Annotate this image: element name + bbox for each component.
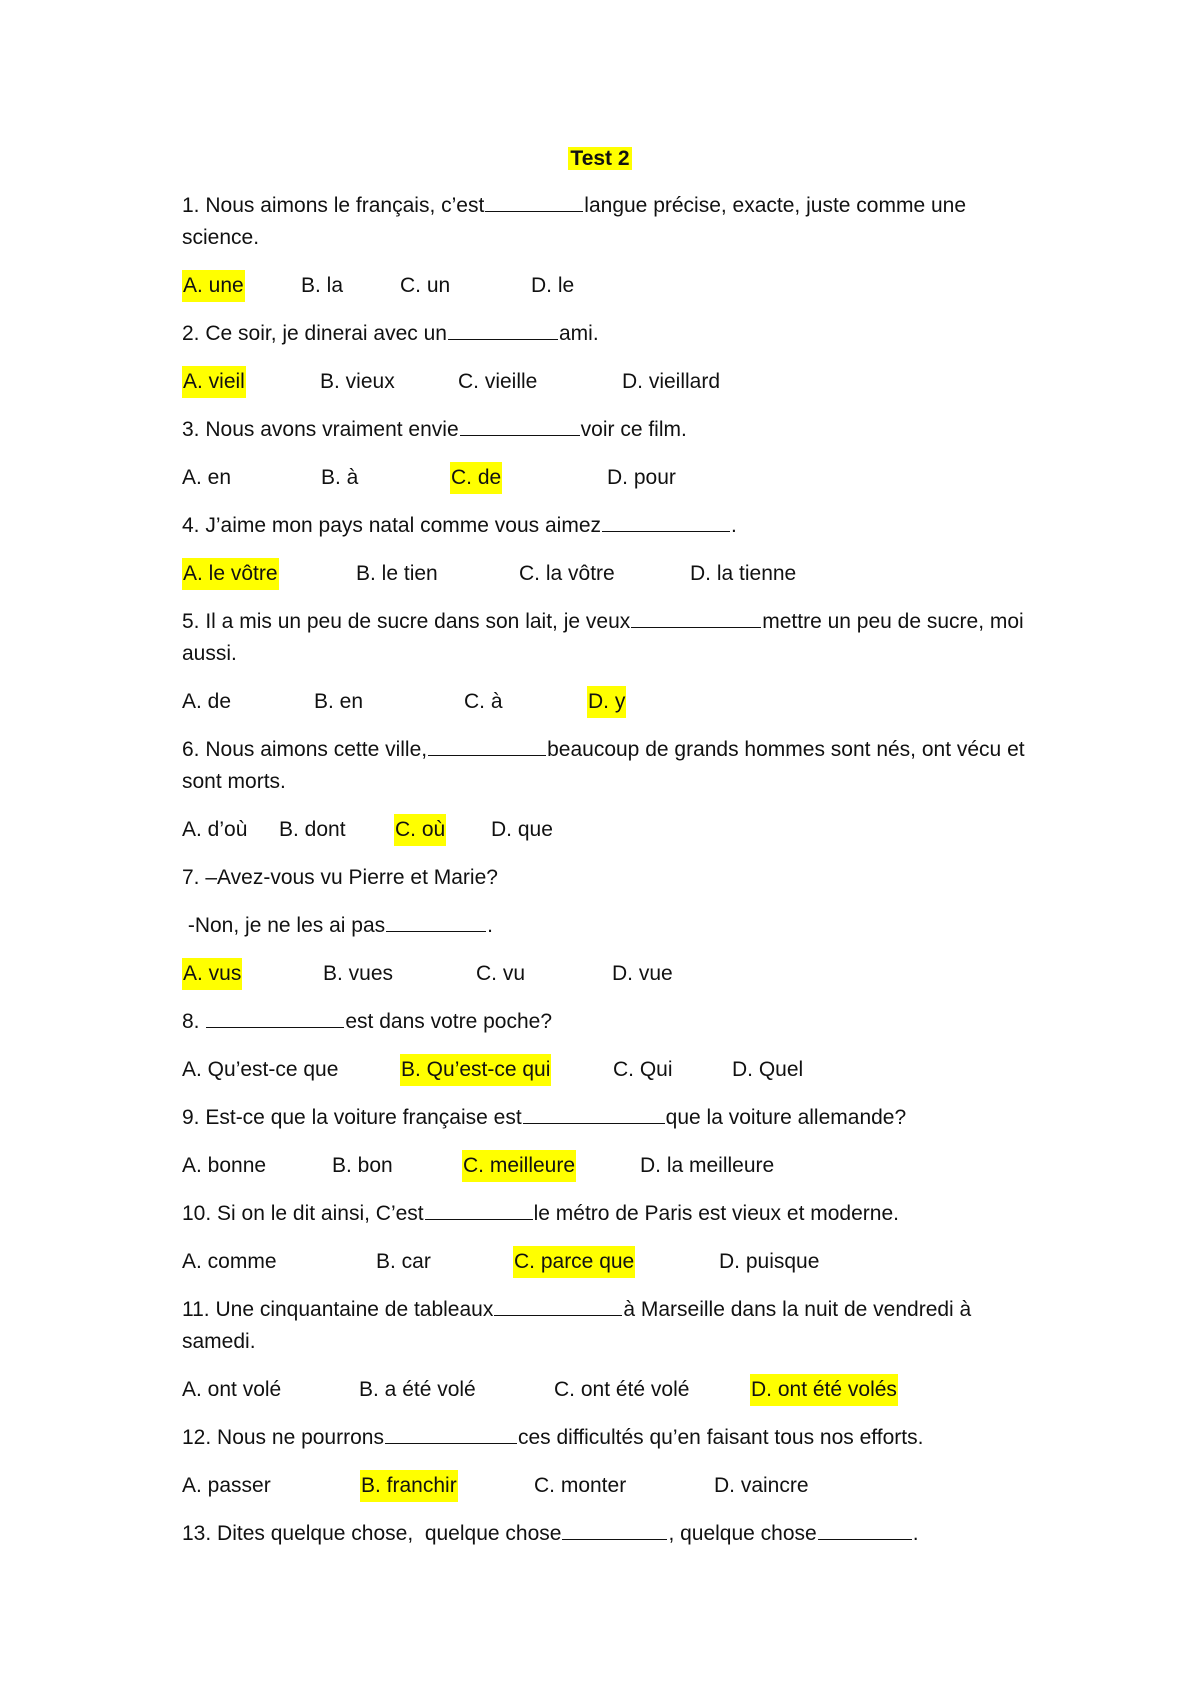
option: B. bon bbox=[332, 1154, 393, 1177]
question-text bbox=[182, 414, 1032, 446]
option: D. vue bbox=[612, 962, 673, 985]
option: B. le tien bbox=[356, 562, 438, 585]
question-segment: 6. Nous aimons cette ville, bbox=[182, 738, 428, 761]
answer-blank bbox=[818, 1519, 912, 1540]
question-text bbox=[182, 318, 1032, 350]
options-row bbox=[182, 462, 1032, 494]
option: B. vues bbox=[323, 962, 394, 985]
option-correct-highlighted: C. de bbox=[450, 462, 502, 494]
option-correct-highlighted: A. vus bbox=[182, 958, 242, 990]
question-text bbox=[182, 1102, 1032, 1134]
question-text bbox=[182, 1006, 1032, 1038]
question-segment: 12. Nous ne pourrons bbox=[182, 1426, 384, 1449]
question-6 bbox=[182, 734, 1032, 846]
question-10 bbox=[182, 1198, 1032, 1278]
option: A. Qu’est-ce que bbox=[182, 1058, 339, 1081]
question-segment: voir ce film. bbox=[580, 418, 687, 441]
answer-blank bbox=[448, 319, 558, 340]
option-correct-highlighted: A. une bbox=[182, 270, 245, 302]
question-segment: ces difficultés qu’en faisant tous nos efforts. bbox=[517, 1426, 924, 1449]
option: C. un bbox=[400, 274, 451, 297]
option: A. en bbox=[182, 466, 232, 489]
question-segment: ami. bbox=[558, 322, 599, 345]
question-11 bbox=[182, 1294, 1032, 1406]
question-text bbox=[182, 910, 1032, 942]
options-row bbox=[182, 814, 1032, 846]
option: D. vaincre bbox=[714, 1474, 809, 1497]
question-segment: à Marseille dans la nuit de vendredi à samedi. bbox=[182, 1298, 978, 1353]
option: C. monter bbox=[534, 1474, 627, 1497]
question-segment: 11. Une cinquantaine de tableaux bbox=[182, 1298, 494, 1321]
answer-blank bbox=[385, 1423, 517, 1444]
question-3 bbox=[182, 414, 1032, 494]
answer-blank bbox=[425, 1199, 533, 1220]
option-correct-highlighted: C. meilleure bbox=[462, 1150, 576, 1182]
option: A. passer bbox=[182, 1474, 271, 1497]
option: C. Qui bbox=[613, 1058, 673, 1081]
question-text bbox=[182, 734, 1032, 798]
title-text: Test 2 bbox=[570, 147, 630, 170]
option: D. la meilleure bbox=[640, 1154, 775, 1177]
question-segment: 3. Nous avons vraiment envie bbox=[182, 418, 459, 441]
answer-blank bbox=[386, 911, 486, 932]
option: D. pour bbox=[607, 466, 676, 489]
option: B. à bbox=[321, 466, 359, 489]
option: B. car bbox=[376, 1250, 431, 1273]
options-row bbox=[182, 1150, 1032, 1182]
question-text bbox=[182, 1422, 1032, 1454]
question-segment: 10. Si on le dit ainsi, C’est bbox=[182, 1202, 424, 1225]
answer-blank bbox=[562, 1519, 667, 1540]
question-5 bbox=[182, 606, 1032, 718]
option-correct-highlighted: B. franchir bbox=[360, 1470, 458, 1502]
question-text bbox=[182, 190, 1032, 254]
options-row bbox=[182, 958, 1032, 990]
option-correct-highlighted: B. Qu’est-ce qui bbox=[400, 1054, 551, 1086]
question-segment: -Non, je ne les ai pas bbox=[182, 914, 386, 937]
option-correct-highlighted: C. parce que bbox=[513, 1246, 635, 1278]
option-correct-highlighted: A. vieil bbox=[182, 366, 246, 398]
question-text bbox=[182, 606, 1032, 670]
option: B. la bbox=[301, 274, 344, 297]
option: D. que bbox=[491, 818, 553, 841]
question-segment: le métro de Paris est vieux et moderne. bbox=[533, 1202, 899, 1225]
options-row bbox=[182, 366, 1032, 398]
question-segment: . bbox=[487, 914, 493, 937]
answer-blank bbox=[494, 1295, 622, 1316]
option: B. dont bbox=[279, 818, 346, 841]
answer-blank bbox=[428, 735, 546, 756]
answer-blank bbox=[523, 1103, 665, 1124]
option-correct-highlighted: A. le vôtre bbox=[182, 558, 279, 590]
question-8 bbox=[182, 1006, 1032, 1086]
question-segment: , quelque chose bbox=[668, 1522, 817, 1545]
options-row bbox=[182, 270, 1032, 302]
option: A. bonne bbox=[182, 1154, 267, 1177]
option: B. a été volé bbox=[359, 1378, 476, 1401]
options-row bbox=[182, 1470, 1032, 1502]
question-list bbox=[182, 190, 1032, 1566]
option-correct-highlighted: D. y bbox=[587, 686, 626, 718]
option: C. la vôtre bbox=[519, 562, 615, 585]
options-row bbox=[182, 1246, 1032, 1278]
option: D. vieillard bbox=[622, 370, 721, 393]
question-segment: beaucoup de grands hommes sont nés, ont vécu et sont morts. bbox=[182, 738, 1031, 793]
option: C. ont été volé bbox=[554, 1378, 690, 1401]
question-12 bbox=[182, 1422, 1032, 1502]
options-row bbox=[182, 1054, 1032, 1086]
question-text bbox=[182, 1294, 1032, 1358]
question-segment: 9. Est-ce que la voiture française est bbox=[182, 1106, 522, 1129]
option: A. comme bbox=[182, 1250, 277, 1273]
question-text bbox=[182, 510, 1032, 542]
question-segment: . bbox=[912, 1522, 919, 1545]
question-segment: . bbox=[731, 514, 737, 537]
option-correct-highlighted: C. où bbox=[394, 814, 446, 846]
question-text bbox=[182, 862, 1032, 894]
page-title bbox=[0, 144, 1200, 174]
option: D. puisque bbox=[719, 1250, 820, 1273]
answer-blank bbox=[206, 1007, 344, 1028]
question-1 bbox=[182, 190, 1032, 302]
question-segment: 7. –Avez-vous vu Pierre et Marie? bbox=[182, 866, 498, 889]
option: C. vu bbox=[476, 962, 526, 985]
options-row bbox=[182, 686, 1032, 718]
question-segment: langue précise, exacte, juste comme une science. bbox=[182, 194, 972, 249]
option: B. vieux bbox=[320, 370, 395, 393]
question-segment: 1. Nous aimons le français, c’est bbox=[182, 194, 485, 217]
answer-blank bbox=[460, 415, 580, 436]
option: D. la tienne bbox=[690, 562, 797, 585]
question-text bbox=[182, 1518, 1032, 1550]
option: C. à bbox=[464, 690, 503, 713]
question-text bbox=[182, 1198, 1032, 1230]
question-segment: est dans votre poche? bbox=[345, 1010, 552, 1033]
question-segment: 8. bbox=[182, 1010, 206, 1033]
options-row bbox=[182, 558, 1032, 590]
question-7 bbox=[182, 862, 1032, 990]
question-4 bbox=[182, 510, 1032, 590]
option: D. le bbox=[531, 274, 575, 297]
option: B. en bbox=[314, 690, 364, 713]
option-correct-highlighted: D. ont été volés bbox=[750, 1374, 898, 1406]
question-segment: 5. Il a mis un peu de sucre dans son lait, je veux bbox=[182, 610, 631, 633]
question-segment: 2. Ce soir, je dinerai avec un bbox=[182, 322, 447, 345]
question-13 bbox=[182, 1518, 1032, 1550]
answer-blank bbox=[631, 607, 761, 628]
question-2 bbox=[182, 318, 1032, 398]
answer-blank bbox=[602, 511, 730, 532]
option: C. vieille bbox=[458, 370, 538, 393]
question-segment: que la voiture allemande? bbox=[665, 1106, 907, 1129]
option: A. ont volé bbox=[182, 1378, 282, 1401]
question-segment: mettre un peu de sucre, moi aussi. bbox=[182, 610, 1030, 665]
question-9 bbox=[182, 1102, 1032, 1182]
answer-blank bbox=[485, 191, 583, 212]
question-segment: 13. Dites quelque chose, quelque chose bbox=[182, 1522, 562, 1545]
options-row bbox=[182, 1374, 1032, 1406]
option: A. d’où bbox=[182, 818, 248, 841]
option: A. de bbox=[182, 690, 232, 713]
option: D. Quel bbox=[732, 1058, 804, 1081]
question-segment: 4. J’aime mon pays natal comme vous aimez bbox=[182, 514, 602, 537]
